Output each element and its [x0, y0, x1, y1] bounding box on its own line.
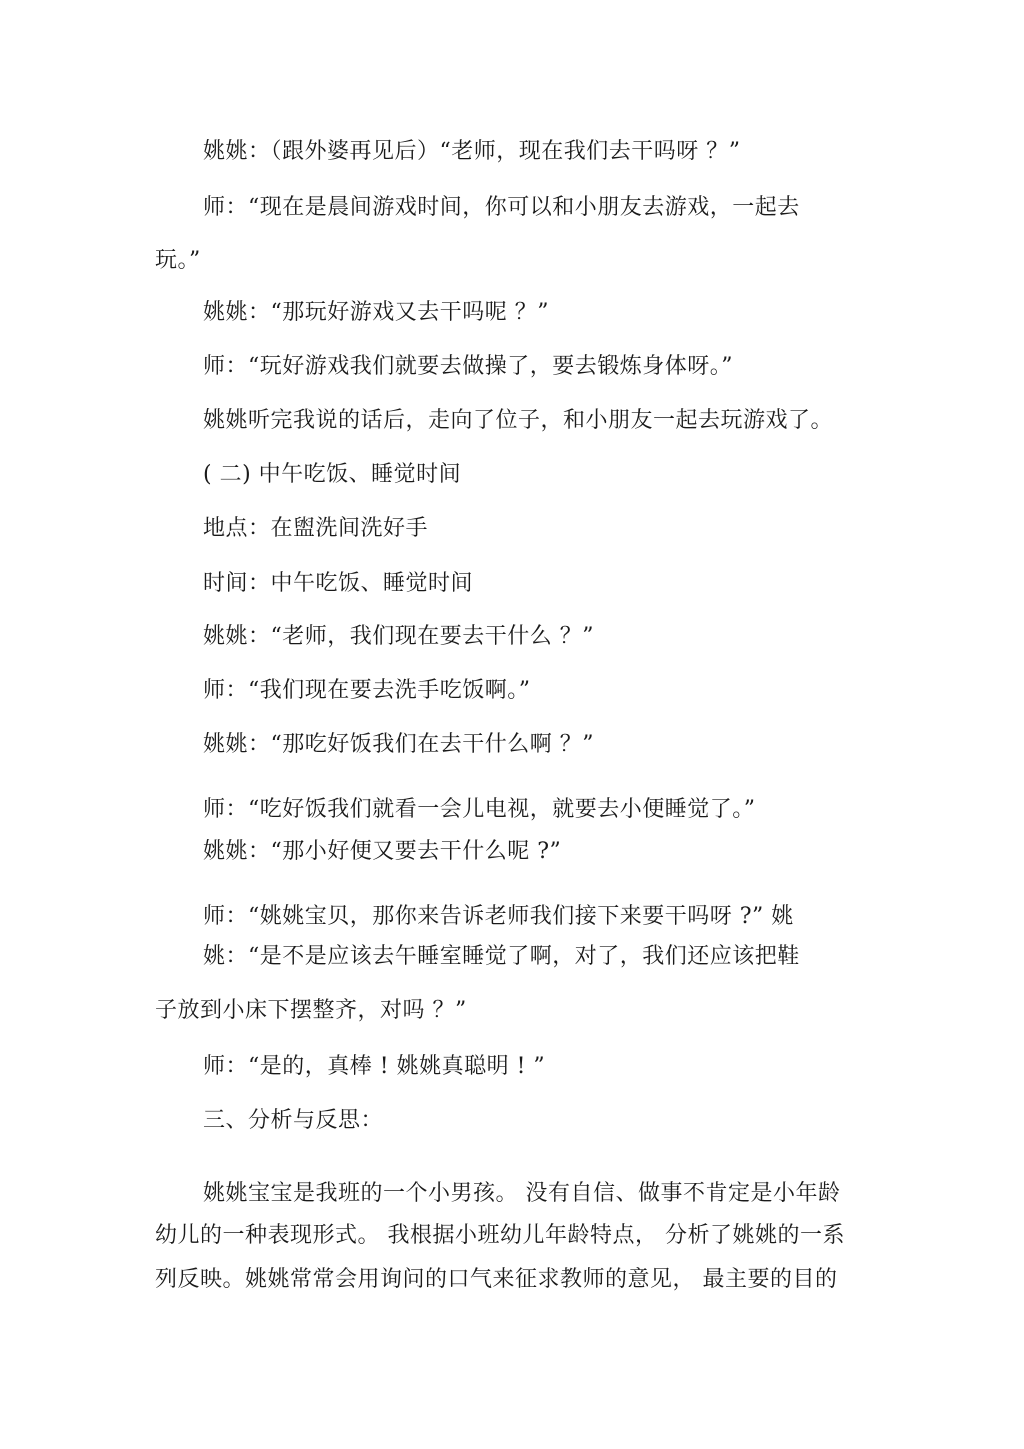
dialogue-line: 姚姚：“那吃好饭我们在去干什么啊 ？”	[203, 732, 594, 757]
dialogue-line: 姚姚：“那小好便又要去干什么呢 ?”	[203, 839, 562, 864]
paragraph-line: 姚姚宝宝是我班的一个小男孩。 没有自信、做事不肯定是小年龄	[203, 1181, 841, 1206]
location-line: 地点：在盥洗间洗好手	[203, 516, 429, 541]
dialogue-line: 师：“现在是晨间游戏时间，你可以和小朋友去游戏，一起去	[203, 195, 800, 220]
section-heading: ( 二) 中午吃饭、睡觉时间	[203, 462, 462, 487]
paragraph-line: 幼儿的一种表现形式。 我根据小班幼儿年龄特点， 分析了姚姚的一系	[155, 1223, 845, 1248]
dialogue-line: 姚：“是不是应该去午睡室睡觉了啊，对了，我们还应该把鞋	[203, 944, 800, 969]
dialogue-line-continuation: 子放到小床下摆整齐，对吗 ？”	[155, 998, 467, 1023]
section-heading: 三、分析与反思：	[203, 1108, 384, 1133]
time-line: 时间：中午吃饭、睡觉时间	[203, 571, 474, 596]
dialogue-line: 师：“是的，真棒 ! 姚姚真聪明 ! ”	[203, 1054, 546, 1079]
dialogue-line: 师：“吃好饭我们就看一会儿电视，就要去小便睡觉了。”	[203, 797, 756, 822]
dialogue-line-continuation: 玩。”	[155, 248, 201, 273]
dialogue-line: 师：“姚姚宝贝，那你来告诉老师我们接下来要干吗呀 ?” 姚	[203, 904, 794, 929]
dialogue-line: 姚姚：（跟外婆再见后）“老师，现在我们去干吗呀 ？”	[203, 139, 741, 164]
dialogue-line: 师：“玩好游戏我们就要去做操了，要去锻炼身体呀。”	[203, 354, 733, 379]
paragraph-line: 列反映。姚姚常常会用询问的口气来征求教师的意见， 最主要的目的	[155, 1267, 838, 1292]
dialogue-line: 姚姚：“老师，我们现在要去干什么 ？”	[203, 624, 594, 649]
narrative-line: 姚姚听完我说的话后，走向了位子，和小朋友一起去玩游戏了。	[203, 408, 834, 433]
dialogue-line: 师：“我们现在要去洗手吃饭啊。”	[203, 678, 531, 703]
dialogue-line: 姚姚：“那玩好游戏又去干吗呢 ？”	[203, 300, 549, 325]
